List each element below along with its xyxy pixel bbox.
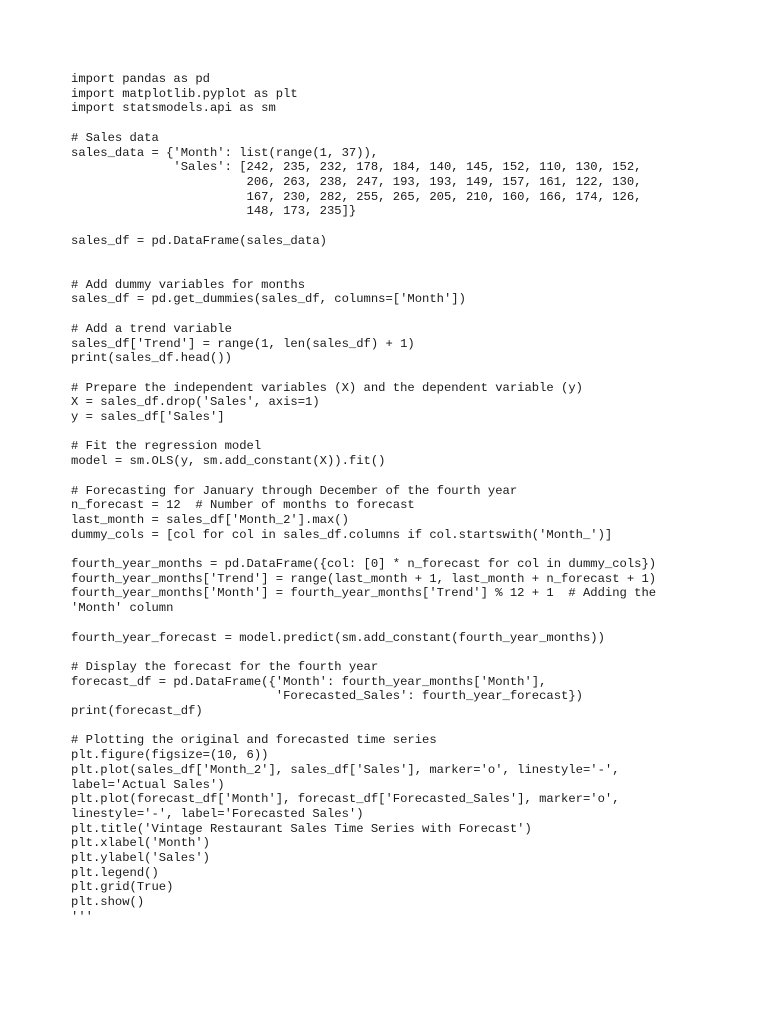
- code-line: plt.title('Vintage Restaurant Sales Time Series with Forecast'): [71, 821, 532, 836]
- code-line: fourth_year_months = pd.DataFrame({col: [0] * n_forecast for col in dummy_cols}): [71, 557, 657, 572]
- code-line: sales_data = {'Month': list(range(1, 37)),: [71, 145, 379, 160]
- code-line: # Add a trend variable: [71, 321, 232, 336]
- code-line: 'Sales': [242, 235, 232, 178, 184, 140, 145, 152, 110, 130, 152,: [71, 160, 642, 175]
- code-line: plt.xlabel('Month'): [71, 836, 210, 851]
- code-line: [71, 219, 751, 234]
- code-line: # Sales data: [71, 130, 159, 145]
- code-line: [71, 645, 751, 660]
- code-line: plt.plot(forecast_df['Month'], forecast_df['Forecasted_Sales'], marker='o',: [71, 792, 620, 807]
- code-line: import pandas as pd: [71, 72, 210, 86]
- code-line: label='Actual Sales'): [71, 777, 225, 792]
- code-line: # Add dummy variables for months: [71, 277, 306, 292]
- code-line: fourth_year_months['Trend'] = range(last_month + 1, last_month + n_forecast + 1): [71, 571, 657, 586]
- code-line: plt.figure(figsize=(10, 6)): [71, 748, 269, 763]
- code-line: ''': [71, 909, 93, 924]
- code-line: 'Month' column: [71, 601, 174, 616]
- code-line: 206, 263, 238, 247, 193, 193, 149, 157, 161, 122, 130,: [71, 174, 642, 189]
- code-line: plt.legend(): [71, 865, 159, 880]
- code-line: 'Forecasted_Sales': fourth_year_forecast}): [71, 689, 583, 704]
- code-line: [71, 366, 751, 381]
- code-line: print(sales_df.head()): [71, 351, 232, 366]
- code-line: plt.ylabel('Sales'): [71, 851, 210, 866]
- code-line: # Fit the regression model: [71, 439, 262, 454]
- code-line: forecast_df = pd.DataFrame({'Month': fourth_year_months['Month'],: [71, 674, 547, 689]
- code-line: [71, 116, 751, 131]
- code-line: [71, 469, 751, 484]
- code-line: import matplotlib.pyplot as plt: [71, 86, 298, 101]
- code-line: plt.plot(sales_df['Month_2'], sales_df['Sales'], marker='o', linestyle='-',: [71, 762, 620, 777]
- code-line: [71, 542, 751, 557]
- code-line: n_forecast = 12 # Number of months to forecast: [71, 498, 415, 513]
- code-line: print(forecast_df): [71, 704, 203, 719]
- code-line: # Display the forecast for the fourth year: [71, 659, 379, 674]
- code-line: X = sales_df.drop('Sales', axis=1): [71, 395, 320, 410]
- code-line: 148, 173, 235]}: [71, 204, 357, 219]
- code-block: [71, 72, 751, 925]
- code-line: import statsmodels.api as sm: [71, 101, 276, 116]
- code-line: dummy_cols = [col for col in sales_df.columns if col.startswith('Month_')]: [71, 527, 613, 542]
- code-line: [71, 425, 751, 440]
- code-line: plt.show(): [71, 895, 145, 910]
- code-line: last_month = sales_df['Month_2'].max(): [71, 512, 349, 527]
- code-line: [71, 616, 751, 631]
- code-line: [71, 263, 751, 278]
- code-line: linestyle='-', label='Forecasted Sales'): [71, 806, 364, 821]
- code-line: # Forecasting for January through December of the fourth year: [71, 483, 518, 498]
- code-line: # Prepare the independent variables (X) and the dependent variable (y): [71, 380, 583, 395]
- code-line: # Plotting the original and forecasted time series: [71, 733, 437, 748]
- code-line: sales_df['Trend'] = range(1, len(sales_df) + 1): [71, 336, 415, 351]
- code-line: sales_df = pd.DataFrame(sales_data): [71, 233, 327, 248]
- code-line: [71, 719, 751, 734]
- code-line: 167, 230, 282, 255, 265, 205, 210, 160, 166, 174, 126,: [71, 189, 642, 204]
- code-line: fourth_year_forecast = model.predict(sm.add_constant(fourth_year_months)): [71, 630, 605, 645]
- code-line: y = sales_df['Sales']: [71, 410, 225, 425]
- code-line: [71, 307, 751, 322]
- code-line: plt.grid(True): [71, 880, 174, 895]
- code-line: [71, 248, 751, 263]
- code-line: model = sm.OLS(y, sm.add_constant(X)).fit(): [71, 454, 386, 469]
- code-line: fourth_year_months['Month'] = fourth_year_months['Trend'] % 12 + 1 # Adding the: [71, 586, 657, 601]
- code-line: sales_df = pd.get_dummies(sales_df, columns=['Month']): [71, 292, 466, 307]
